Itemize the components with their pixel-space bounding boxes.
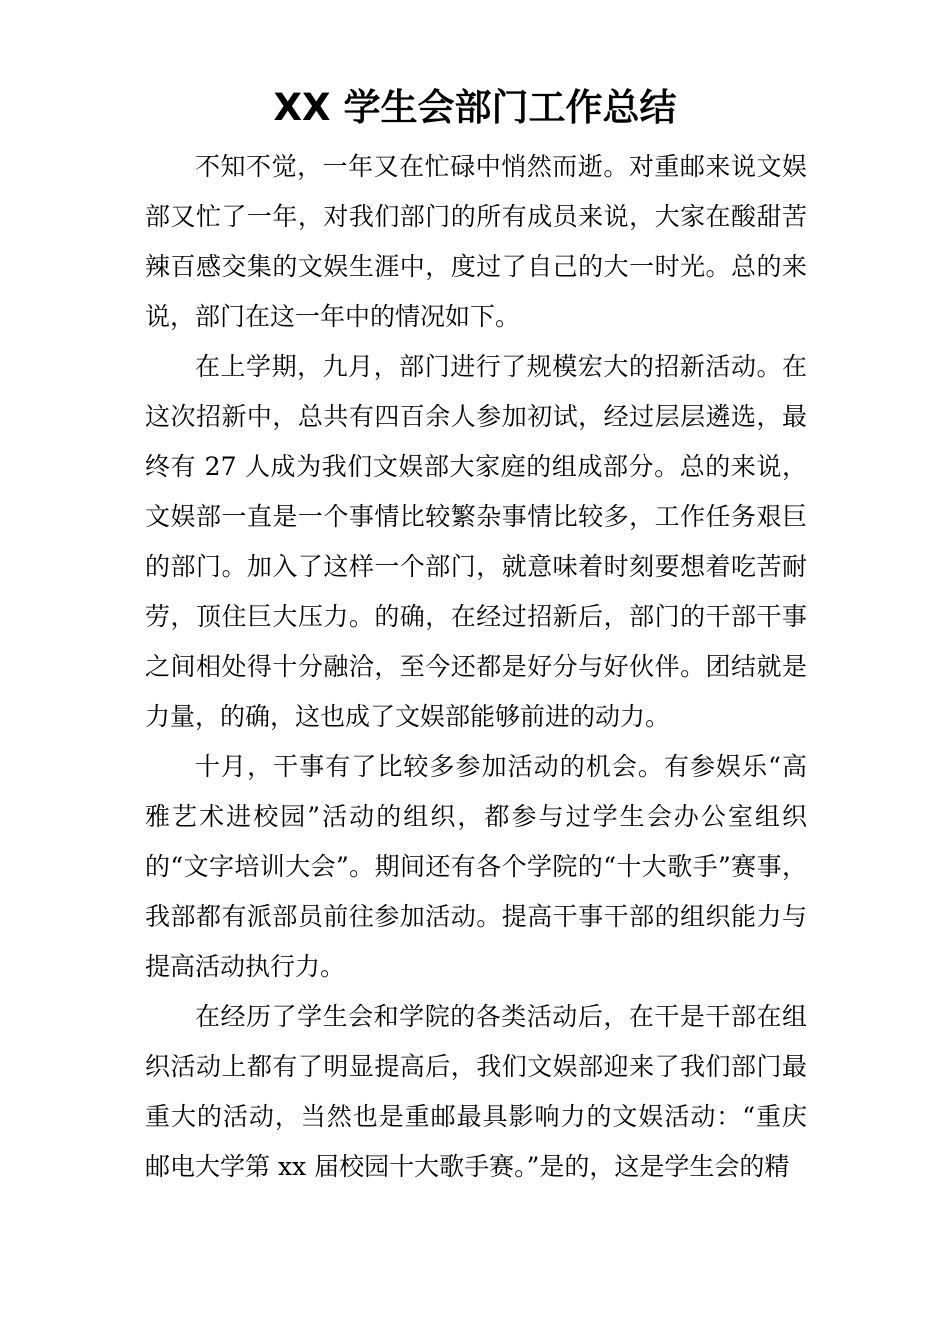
document-body — [145, 142, 807, 1192]
paragraph: 在经历了学生会和学院的各类活动后，在干是干部在组织活动上都有了明显提高后，我们文娱部迎来了我们部门最重大的活动，当然也是重邮最具影响力的文娱活动：“重庆邮电大学第 xx 届校园十大歌手赛。”是的，这是学生会的精 — [145, 1002, 807, 1181]
paragraph: 在上学期，九月，部门进行了规模宏大的招新活动。在这次招新中，总共有四百余人参加初试，经过层层遴选，最终有 27 人成为我们文娱部大家庭的组成部分。总的来说，文娱部一直是一个事情比较繁杂事情比较多，工作任务艰巨的部门。加入了这样一个部门，就意味着时刻要想着吃苦耐劳，顶住巨大压力。的确，在经过招新后，部门的干部干事之间相处得十分融洽，至今还都是好分与好伙伴。团结就是力量，的确，这也成了文娱部能够前进的动力。 — [145, 352, 807, 731]
paragraph: 十月，干事有了比较多参加活动的机会。有参娱乐“高雅艺术进校园”活动的组织，都参与过学生会办公室组织的“文字培训大会”。期间还有各个学院的“十大歌手”赛事，我部都有派部员前往参加活动。提高干事干部的组织能力与提高活动执行力。 — [145, 752, 807, 981]
document-title: XX 学生会部门工作总结 — [273, 86, 677, 129]
paragraph: 不知不觉，一年又在忙碌中悄然而逝。对重邮来说文娱部又忙了一年，对我们部门的所有成员来说，大家在酸甜苦辣百感交集的文娱生涯中，度过了自己的大一时光。总的来说，部门在这一年中的情况如下。 — [145, 152, 807, 331]
